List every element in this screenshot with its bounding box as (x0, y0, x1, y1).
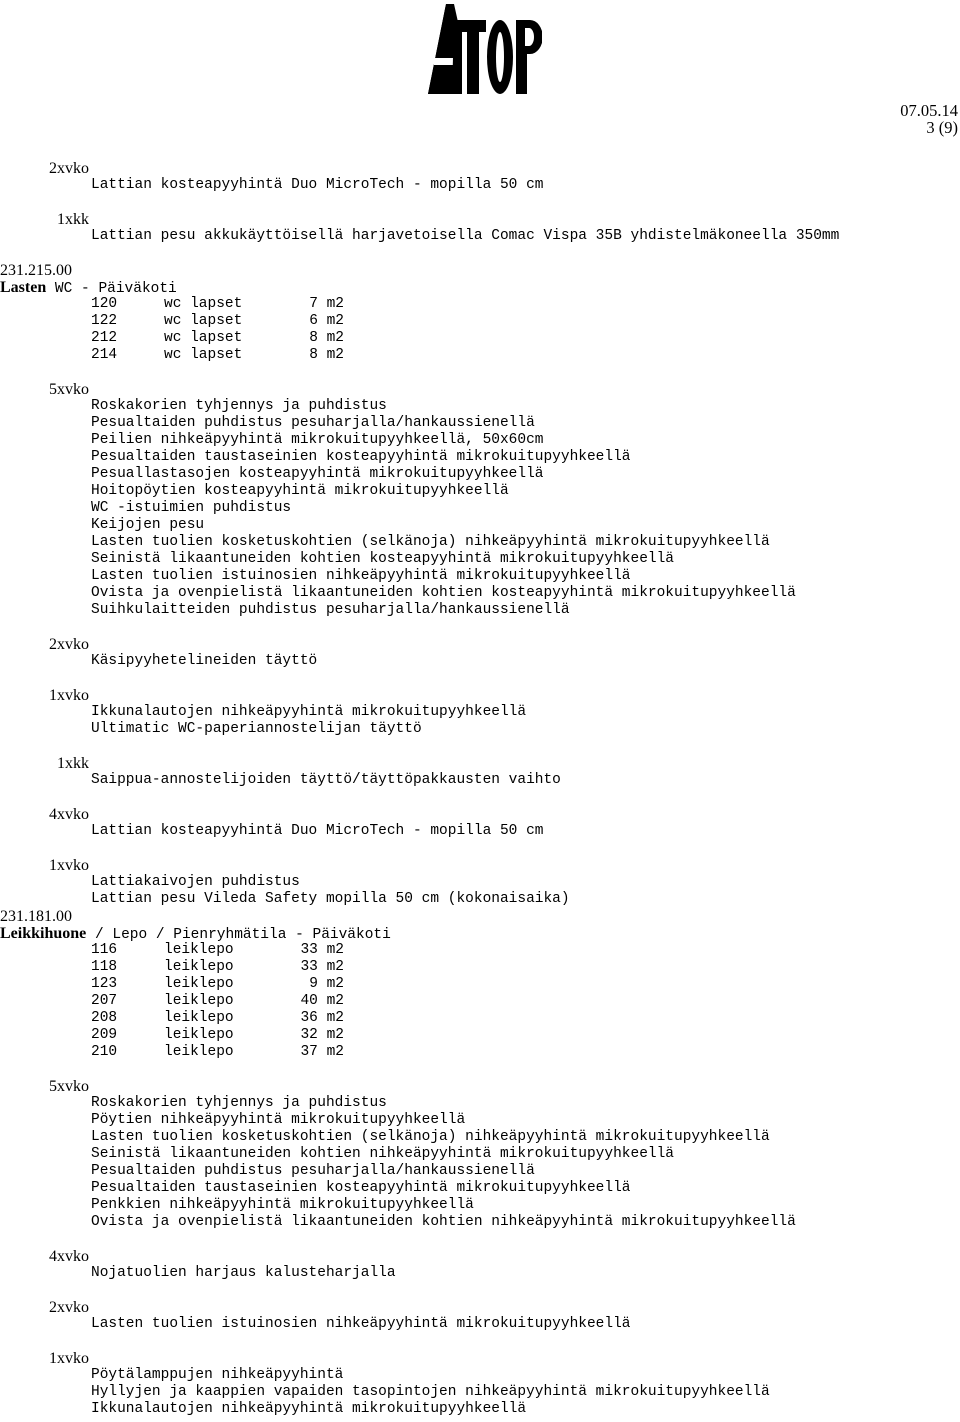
task-item: Lattiakaivojen puhdistus (91, 874, 300, 890)
room-number: 120 (91, 296, 118, 312)
room-row (0, 1027, 958, 1044)
frequency-label: 5xvko (49, 381, 89, 398)
frequency-row (0, 806, 958, 823)
frequency-label: 4xvko (49, 1248, 89, 1265)
spacer (0, 789, 958, 806)
room-row (0, 1044, 958, 1061)
room-type: leiklepo (164, 993, 234, 1009)
spacer (0, 245, 958, 262)
task-item: Seinistä likaantuneiden kohtien nihkeäpyyhintä mikrokuitupyyhkeellä (91, 1146, 674, 1162)
frequency-label: 2xvko (49, 160, 89, 177)
frequency-row (0, 1248, 958, 1265)
room-type: leiklepo (164, 976, 234, 992)
room-number: 122 (91, 313, 118, 329)
room-number: 207 (91, 993, 118, 1009)
frequency-row (0, 1350, 958, 1367)
room-number: 116 (91, 942, 118, 958)
task-item: Hoitopöytien kosteapyyhintä mikrokuitupyyhkeellä (91, 483, 509, 499)
frequency-row (0, 160, 958, 177)
task-item: Peilien nihkeäpyyhintä mikrokuitupyyhkeellä, 50x60cm (91, 432, 544, 448)
room-type: leiklepo (164, 959, 234, 975)
room-area: 6 m2 (309, 313, 344, 329)
frequency-label: 4xvko (49, 806, 89, 823)
task-item: Pesuallastasojen kosteapyyhintä mikrokuitupyyhkeellä (91, 466, 544, 482)
task-item: Seinistä likaantuneiden kohtien kosteapyyhintä mikrokuitupyyhkeellä (91, 551, 674, 567)
task-item: Nojatuolien harjaus kalusteharjalla (91, 1265, 396, 1281)
frequency-row (0, 687, 958, 704)
room-area: 33 m2 (300, 959, 344, 975)
task-item: Keijojen pesu (91, 517, 205, 533)
room-number: 212 (91, 330, 118, 346)
room-row (0, 313, 958, 330)
area-code: 231.215.00 (0, 262, 72, 279)
room-row (0, 993, 958, 1010)
frequency-row (0, 1299, 958, 1316)
frequency-label: 1xkk (57, 755, 89, 772)
task-item: Käsipyyhetelineiden täyttö (91, 653, 318, 669)
room-row (0, 1010, 958, 1027)
room-area: 33 m2 (300, 942, 344, 958)
area-title (0, 279, 958, 296)
task-item: Ultimatic WC-paperiannostelijan täyttö (91, 721, 422, 737)
spacer (0, 1333, 958, 1350)
spacer (0, 194, 958, 211)
frequency-label: 2xvko (49, 636, 89, 653)
task-item: Pesualtaiden taustaseinien kosteapyyhintä mikrokuitupyyhkeellä (91, 1180, 631, 1196)
room-number: 208 (91, 1010, 118, 1026)
room-type: wc lapset (164, 313, 243, 329)
task-item: Lasten tuolien kosketuskohtien (selkänoja) nihkeäpyyhintä mikrokuitupyyhkeellä (91, 534, 770, 550)
frequency-label: 1xkk (57, 211, 89, 228)
frequency-row (0, 211, 958, 228)
room-area: 8 m2 (309, 330, 344, 346)
task-item: Suihkulaitteiden puhdistus pesuharjalla/hankaussienellä (91, 602, 570, 618)
room-row (0, 330, 958, 347)
room-row (0, 296, 958, 313)
room-area: 32 m2 (300, 1027, 344, 1043)
frequency-row (0, 636, 958, 653)
room-number: 123 (91, 976, 118, 992)
task-item: Ikkunalautojen nihkeäpyyhintä mikrokuitupyyhkeellä (91, 1401, 527, 1417)
task-item: Roskakorien tyhjennys ja puhdistus (91, 1095, 387, 1111)
task-item: Lattian pesu Vileda Safety mopilla 50 cm (kokonaisaika) (91, 891, 570, 907)
document-date: 07.05.14 (900, 101, 958, 120)
spacer (0, 619, 958, 636)
room-type: leiklepo (164, 1027, 234, 1043)
task-item: Lasten tuolien istuinosien nihkeäpyyhintä mikrokuitupyyhkeellä (91, 1316, 631, 1332)
room-row (0, 976, 958, 993)
task-item: Pesualtaiden puhdistus pesuharjalla/hankaussienellä (91, 1163, 535, 1179)
room-type: leiklepo (164, 942, 234, 958)
frequency-row (0, 1078, 958, 1095)
spacer (0, 1231, 958, 1248)
spacer (0, 840, 958, 857)
page-number: 3 (9) (926, 118, 958, 137)
room-number: 214 (91, 347, 118, 363)
task-item: WC -istuimien puhdistus (91, 500, 292, 516)
task-item: Roskakorien tyhjennys ja puhdistus (91, 398, 387, 414)
area-title-rest: WC - Päiväkoti (46, 281, 177, 297)
task-item: Ikkunalautojen nihkeäpyyhintä mikrokuitupyyhkeellä (91, 704, 527, 720)
frequency-label: 2xvko (49, 1299, 89, 1316)
room-type: wc lapset (164, 347, 243, 363)
room-area: 36 m2 (300, 1010, 344, 1026)
frequency-row (0, 381, 958, 398)
frequency-label: 1xvko (49, 1350, 89, 1367)
spacer (0, 670, 958, 687)
task-item: Lattian kosteapyyhintä Duo MicroTech - mopilla 50 cm (91, 177, 544, 193)
room-row (0, 942, 958, 959)
area-title-bold: Leikkihuone (0, 925, 87, 942)
task-item: Saippua-annostelijoiden täyttö/täyttöpakkausten vaihto (91, 772, 561, 788)
room-area: 9 m2 (309, 976, 344, 992)
room-row (0, 347, 958, 364)
atop-logo (424, 0, 542, 96)
area-title-bold: Lasten (0, 279, 47, 296)
task-item: Pesualtaiden puhdistus pesuharjalla/hankaussienellä (91, 415, 535, 431)
spacer (0, 364, 958, 381)
frequency-row (0, 755, 958, 772)
room-type: wc lapset (164, 296, 243, 312)
room-number: 118 (91, 959, 118, 975)
spacer (0, 1282, 958, 1299)
frequency-label: 1xvko (49, 687, 89, 704)
task-item: Ovista ja ovenpielistä likaantuneiden kohtien kosteapyyhintä mikrokuitupyyhkeellä (91, 585, 796, 601)
room-area: 7 m2 (309, 296, 344, 312)
area-code: 231.181.00 (0, 908, 72, 925)
task-item: Lattian pesu akkukäyttöisellä harjavetoisella Comac Vispa 35B yhdistelmäkoneella 350mm (91, 228, 840, 244)
room-area: 8 m2 (309, 347, 344, 363)
room-area: 37 m2 (300, 1044, 344, 1060)
room-type: leiklepo (164, 1044, 234, 1060)
area-title-rest: / Lepo / Pienryhmätila - Päiväkoti (86, 927, 391, 943)
room-number: 210 (91, 1044, 118, 1060)
frequency-label: 1xvko (49, 857, 89, 874)
room-number: 209 (91, 1027, 118, 1043)
frequency-label: 5xvko (49, 1078, 89, 1095)
task-item: Ovista ja ovenpielistä likaantuneiden kohtien nihkeäpyyhintä mikrokuitupyyhkeellä (91, 1214, 796, 1230)
task-item: Lasten tuolien istuinosien nihkeäpyyhintä mikrokuitupyyhkeellä (91, 568, 631, 584)
room-type: wc lapset (164, 330, 243, 346)
task-item: Lattian kosteapyyhintä Duo MicroTech - mopilla 50 cm (91, 823, 544, 839)
room-row (0, 959, 958, 976)
spacer (0, 143, 958, 160)
frequency-row (0, 857, 958, 874)
task-item: Pöytälamppujen nihkeäpyyhintä (91, 1367, 344, 1383)
task-item: Pesualtaiden taustaseinien kosteapyyhintä mikrokuitupyyhkeellä (91, 449, 631, 465)
document-body (0, 143, 958, 1418)
room-area: 40 m2 (300, 993, 344, 1009)
task-item: Lasten tuolien kosketuskohtien (selkänoja) nihkeäpyyhintä mikrokuitupyyhkeellä (91, 1129, 770, 1145)
task-item: Penkkien nihkeäpyyhintä mikrokuitupyyhkeellä (91, 1197, 474, 1213)
task-item: Pöytien nihkeäpyyhintä mikrokuitupyyhkeellä (91, 1112, 466, 1128)
task-item: Hyllyjen ja kaappien vapaiden tasopintojen nihkeäpyyhintä mikrokuitupyyhkeellä (91, 1384, 770, 1400)
room-type: leiklepo (164, 1010, 234, 1026)
spacer (0, 738, 958, 755)
area-title (0, 925, 958, 942)
spacer (0, 1061, 958, 1078)
